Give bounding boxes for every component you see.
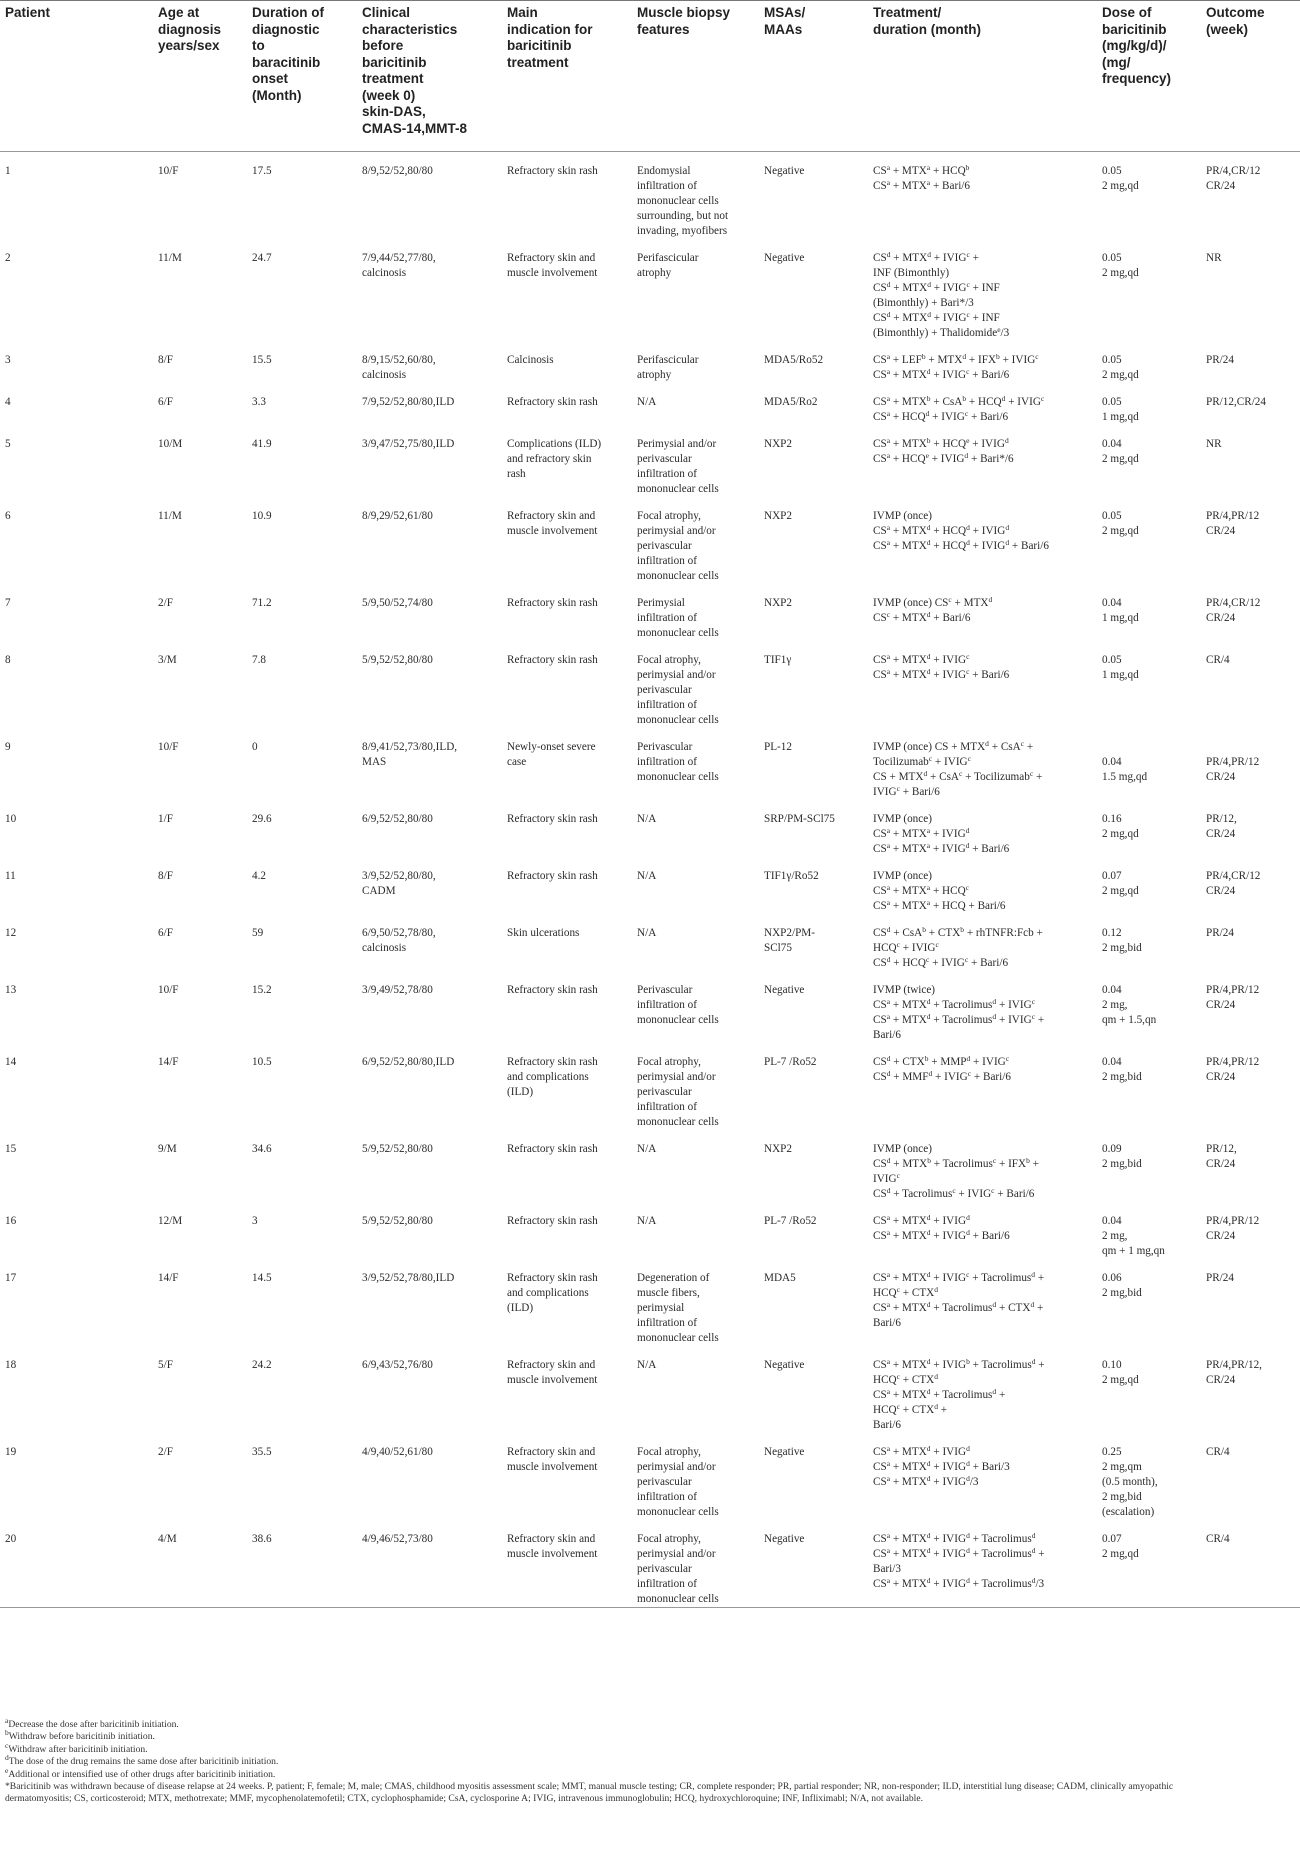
column-header-outcome: Outcome (week) [1206,5,1265,37]
cell-msas-maas: Negative [764,1446,805,1458]
cell-clinical-characteristics: 7/9,52/52,80/80,ILD [362,396,455,408]
cell-main-indication: Refractory skin rash [507,870,598,882]
cell-dose: 0.16 2 mg,qd [1102,813,1139,840]
cell-age-sex: 10/F [158,984,179,996]
cell-msas-maas: MDA5/Ro2 [764,396,818,408]
table-row [0,641,1300,728]
cell-age-sex: 5/F [158,1359,173,1371]
cell-treatment: $CS^a + MTX^d$ + $IVIG^d$ $CS^a + MTX^d$ + $IVIG^d$ + Bari/3 $CS^a + MTX^d$ + $IVIG^d/3$ [873,1444,1010,1488]
cell-msas-maas: NXP2 [764,1143,792,1155]
cell-treatment: $CS^a + MTX^d$ + $IVIG^c$ $CS^a + MTX^d$ + $IVIG^c$ + Bari/6 [873,652,1010,681]
cell-duration: 14.5 [252,1272,272,1284]
cell-outcome: PR/4,PR/12 CR/24 [1206,756,1260,783]
table-row [0,728,1300,800]
cell-main-indication: Refractory skin rash and complications (ILD) [507,1056,598,1098]
cell-dose: 0.10 2 mg,qd [1102,1359,1139,1386]
cell-outcome: PR/4,CR/12 CR/24 [1206,597,1261,624]
cell-outcome: CR/4 [1206,1533,1230,1545]
cell-age-sex: 2/F [158,1446,173,1458]
cell-outcome: PR/4,CR/12 CR/24 [1206,870,1261,897]
cell-treatment: $CS^a + MTX^d$ + $IVIG^d$ $CS^a + MTX^d$ + $IVIG^d$ + Bari/6 [873,1213,1010,1242]
cell-msas-maas: SRP/PM-SCl75 [764,813,835,825]
cell-muscle-biopsy: N/A [637,1215,657,1227]
cell-outcome: CR/4 [1206,1446,1230,1458]
column-header-dose: Dose of baricitinib (mg/kg/d)/ (mg/ frequency) [1102,5,1172,86]
column-header-duration: Duration of diagnostic to baracitinib onset (Month) [252,5,324,103]
cell-age-sex: 8/F [158,354,173,366]
cell-msas-maas: NXP2/PM- SCl75 [764,927,815,954]
cell-age-sex: 10/M [158,438,183,450]
table-row [0,1202,1300,1259]
cell-clinical-characteristics: 3/9,47/52,75/80,ILD [362,438,455,450]
cell-outcome: PR/4,PR/12 CR/24 [1206,1215,1260,1242]
cell-outcome: PR/12, CR/24 [1206,813,1237,840]
cell-duration: 38.6 [252,1533,272,1545]
cell-muscle-biopsy: N/A [637,870,657,882]
cell-msas-maas: Negative [764,984,805,996]
cell-clinical-characteristics: 3/9,49/52,78/80 [362,984,433,996]
table-row [0,857,1300,914]
table-row [0,239,1300,341]
footnote: $^a$Decrease the dose after baricitinib initiation. [5,1716,179,1730]
cell-patient: 5 [5,438,11,450]
cell-msas-maas: Negative [764,165,805,177]
cell-clinical-characteristics: 5/9,50/52,74/80 [362,597,433,609]
cell-duration: 15.5 [252,354,272,366]
cell-age-sex: 4/M [158,1533,177,1545]
cell-clinical-characteristics: 6/9,52/52,80/80 [362,813,433,825]
table-body [0,152,1300,1608]
table-row [0,1346,1300,1433]
cell-msas-maas: PL-7 /Ro52 [764,1056,817,1068]
cell-clinical-characteristics: 8/9,41/52,73/80,ILD, MAS [362,741,458,768]
cell-clinical-characteristics: 6/9,50/52,78/80, calcinosis [362,927,436,954]
cell-treatment: $CS^d + MTX^d$ + $IVIG^c$ + INF (Bimonthly) $CS^d + MTX^d$ + $IVIG^c$ + INF (Bimonthly) + Bari*/3 $CS^d + MTX^d$ + $IVIG^c$ + INF (Bimonthly) + Thalidomide$^e$/3 [873,250,1010,339]
cell-muscle-biopsy: Perimysial infiltration of mononuclear cells [637,597,719,639]
cell-treatment: $CS^a + MTX^b + HCQ^e$ + $IVIG^d$ $CS^a + HCQ^e$ + $IVIG^d$ + Bari*/6 [873,436,1014,465]
cell-dose: 0.04 2 mg, qm + 1 mg,qn [1102,1215,1165,1257]
cell-msas-maas: NXP2 [764,438,792,450]
cell-dose: 0.05 2 mg,qd [1102,165,1139,192]
table-row [0,584,1300,641]
table-row [0,497,1300,584]
cell-patient: 2 [5,252,11,264]
cell-muscle-biopsy: Perifascicular atrophy [637,252,699,279]
cell-outcome: PR/24 [1206,354,1234,366]
cell-msas-maas: Negative [764,252,805,264]
cell-dose: 0.05 1 mg,qd [1102,654,1139,681]
cell-main-indication: Complications (ILD) and refractory skin rash [507,438,602,480]
cell-clinical-characteristics: 8/9,15/52,60/80, calcinosis [362,354,436,381]
cell-clinical-characteristics: 3/9,52/52,78/80,ILD [362,1272,455,1284]
cell-muscle-biopsy: Focal atrophy, perimysial and/or perivascular infiltration of mononuclear cells [637,1446,719,1518]
column-header-patient: Patient [5,5,51,20]
cell-main-indication: Refractory skin rash [507,165,598,177]
cell-outcome: PR/4,CR/12 CR/24 [1206,165,1261,192]
cell-age-sex: 6/F [158,396,173,408]
cell-clinical-characteristics: 6/9,43/52,76/80 [362,1359,433,1371]
cell-dose: 0.07 2 mg,qd [1102,1533,1139,1560]
cell-clinical-characteristics: 8/9,52/52,80/80 [362,165,433,177]
cell-age-sex: 8/F [158,870,173,882]
cell-main-indication: Refractory skin rash [507,1215,598,1227]
cell-clinical-characteristics: 7/9,44/52,77/80, calcinosis [362,252,436,279]
cell-age-sex: 10/F [158,165,179,177]
table-row [0,341,1300,383]
cell-main-indication: Refractory skin and muscle involvement [507,1533,598,1560]
cell-outcome: PR/24 [1206,927,1234,939]
cell-duration: 35.5 [252,1446,272,1458]
cell-duration: 34.6 [252,1143,272,1155]
cell-age-sex: 6/F [158,927,173,939]
footnote: $^c$Withdraw after baricitinib initiation. [5,1740,148,1755]
cell-outcome: PR/4,PR/12, CR/24 [1206,1359,1262,1386]
cell-dose: 0.12 2 mg,bid [1102,927,1142,954]
cell-muscle-biopsy: Focal atrophy, perimysial and/or perivascular infiltration of mononuclear cells [637,1056,719,1128]
cell-muscle-biopsy: N/A [637,1143,657,1155]
cell-patient: 20 [5,1533,17,1545]
cell-muscle-biopsy: Degeneration of muscle fibers, perimysial infiltration of mononuclear cells [637,1272,719,1344]
cell-treatment: $CS^d + CsA^b + CTX^b$ + rhTNFR:Fcb + $HCQ^c$ + $IVIG^c$ $CS^d + HCQ^c$ + $IVIG^c$ + Bari/6 [873,925,1043,969]
cell-msas-maas: PL-12 [764,741,792,753]
cell-patient: 11 [5,870,16,882]
cell-patient: 9 [5,741,11,753]
cell-patient: 7 [5,597,11,609]
cell-muscle-biopsy: Perivascular infiltration of mononuclear cells [637,984,719,1026]
column-header-treatment: Treatment/ duration (month) [873,5,981,37]
cell-main-indication: Refractory skin rash and complications (ILD) [507,1272,598,1314]
table-row [0,914,1300,971]
cell-clinical-characteristics: 4/9,40/52,61/80 [362,1446,433,1458]
cell-main-indication: Refractory skin rash [507,984,598,996]
cell-age-sex: 14/F [158,1272,179,1284]
cell-dose: 0.06 2 mg,bid [1102,1272,1142,1299]
cell-muscle-biopsy: Focal atrophy, perimysial and/or perivascular infiltration of mononuclear cells [637,654,719,726]
cell-main-indication: Refractory skin rash [507,597,598,609]
cell-clinical-characteristics: 5/9,52/52,80/80 [362,1215,433,1227]
cell-dose: 0.05 2 mg,qd [1102,354,1139,381]
table-row [0,425,1300,497]
cell-muscle-biopsy: Perimysial and/or perivascular infiltration of mononuclear cells [637,438,719,495]
cell-outcome: PR/12,CR/24 [1206,396,1266,408]
cell-outcome: PR/4,PR/12 CR/24 [1206,1056,1260,1083]
cell-main-indication: Refractory skin rash [507,813,598,825]
cell-duration: 41.9 [252,438,272,450]
column-header-main-indication: Main indication for baricitinib treatment [507,5,593,70]
footnote: $^e$Additional or intensified use of other drugs after baricitinib initiation. [5,1765,276,1780]
table-row [0,152,1300,240]
cell-main-indication: Skin ulcerations [507,927,580,939]
cell-outcome: NR [1206,252,1222,264]
cell-duration: 24.2 [252,1359,272,1371]
cell-muscle-biopsy: Focal atrophy, perimysial and/or perivascular infiltration of mononuclear cells [637,510,719,582]
cell-muscle-biopsy: Endomysial infiltration of mononuclear cells surrounding, but not invading, myofibers [637,165,729,237]
cell-dose: 0.04 1.5 mg,qd [1102,756,1148,783]
cell-duration: 29.6 [252,813,272,825]
cell-patient: 17 [5,1272,17,1284]
cell-clinical-characteristics: 8/9,29/52,61/80 [362,510,433,522]
cell-clinical-characteristics: 5/9,52/52,80/80 [362,654,433,666]
cell-age-sex: 11/M [158,510,182,522]
table-row [0,800,1300,857]
cell-dose: 0.05 2 mg,qd [1102,510,1139,537]
cell-treatment: IVMP (once) $CS^d + MTX^b$ + Tacrolimus$^c$ + $IFX^b$ + $IVIG^c$ $CS^d$ + Tacrolimus$^c$ + $IVIG^c$ + Bari/6 [873,1143,1039,1200]
cell-main-indication: Refractory skin rash [507,654,598,666]
cell-patient: 8 [5,654,11,666]
cell-outcome: NR [1206,438,1222,450]
column-header-msas-maas: MSAs/ MAAs [764,5,806,37]
table-row [0,383,1300,425]
cell-duration: 17.5 [252,165,272,177]
cell-duration: 71.2 [252,597,272,609]
table-row [0,1520,1300,1608]
table-row [0,1130,1300,1202]
cell-duration: 59 [252,927,264,939]
cell-patient: 4 [5,396,11,408]
table-header-row [0,1,1300,152]
footnote: $^b$Withdraw before baricitinib initiation. [5,1728,155,1743]
cell-dose: 0.25 2 mg,qm (0.5 month), 2 mg,bid (escalation) [1102,1446,1158,1518]
cell-dose: 0.04 2 mg,bid [1102,1056,1142,1083]
cell-treatment: IVMP (once) $CS^a + MTX^a + HCQ^c$ $CS^a + MTX^a$ + HCQ + Bari/6 [873,870,1006,912]
cell-muscle-biopsy: N/A [637,396,657,408]
cell-msas-maas: NXP2 [764,510,792,522]
cell-patient: 3 [5,354,11,366]
cell-age-sex: 11/M [158,252,182,264]
cell-dose: 0.05 2 mg,qd [1102,252,1139,279]
cell-msas-maas: Negative [764,1359,805,1371]
table-row [0,1433,1300,1520]
cell-age-sex: 3/M [158,654,177,666]
table-row [0,971,1300,1043]
cell-duration: 7.8 [252,654,266,666]
cell-dose: 0.04 2 mg,qd [1102,438,1139,465]
cell-patient: 18 [5,1359,17,1371]
cell-main-indication: Refractory skin and muscle involvement [507,1446,598,1473]
cell-age-sex: 14/F [158,1056,179,1068]
cell-treatment: $CS^a + MTX^d$ + $IVIG^c$ + Tacrolimus$^d$ + $HCQ^c + CTX^d$ $CS^a + MTX^d$ + Tacrolimus$^d$ + $CTX^d$ + Bari/6 [873,1270,1045,1329]
cell-main-indication: Refractory skin and muscle involvement [507,1359,598,1386]
cell-dose: 0.04 1 mg,qd [1102,597,1139,624]
cell-treatment: IVMP (once) $CS^a + MTX^a$ + $IVIG^d$ $CS^a + MTX^a$ + $IVIG^d$ + Bari/6 [873,813,1010,855]
cell-main-indication: Refractory skin and muscle involvement [507,510,598,537]
cell-age-sex: 12/M [158,1215,183,1227]
cell-outcome: PR/12, CR/24 [1206,1143,1237,1170]
cell-age-sex: 1/F [158,813,173,825]
cell-treatment: IVMP (once) $CS^c + MTX^d$ $CS^c + MTX^d$ + Bari/6 [873,595,993,624]
cell-patient: 13 [5,984,17,996]
column-header-age-sex: Age at diagnosis years/sex [158,5,222,53]
cell-duration: 24.7 [252,252,272,264]
cell-dose: 0.05 1 mg,qd [1102,396,1139,423]
cell-muscle-biopsy: N/A [637,813,657,825]
footnote: $^d$The dose of the drug remains the same dose after baricitinib initiation. [5,1753,279,1768]
cell-patient: 19 [5,1446,17,1458]
cell-age-sex: 9/M [158,1143,177,1155]
cell-patient: 15 [5,1143,17,1155]
column-header-clinical-characteristics: Clinical characteristics before baricitinib treatment (week 0) skin-DAS, CMAS-14,MMT-8 [362,5,468,136]
cell-outcome: PR/24 [1206,1272,1234,1284]
cell-msas-maas: MDA5/Ro52 [764,354,824,366]
cell-treatment: $CS^a + MTX^b + CsA^b + HCQ^d$ + $IVIG^c$ $CS^a + HCQ^d$ + $IVIG^c$ + Bari/6 [873,394,1045,423]
cell-patient: 14 [5,1056,17,1068]
cell-clinical-characteristics: 4/9,46/52,73/80 [362,1533,433,1545]
cell-outcome: PR/4,PR/12 CR/24 [1206,510,1260,537]
cell-duration: 0 [252,741,258,753]
cell-msas-maas: Negative [764,1533,805,1545]
cell-outcome: PR/4,PR/12 CR/24 [1206,984,1260,1011]
cell-msas-maas: MDA5 [764,1272,796,1284]
cell-muscle-biopsy: N/A [637,927,657,939]
cell-duration: 4.2 [252,870,266,882]
cell-treatment: $CS^a + LEF^b + MTX^d + IFX^b$ + $IVIG^c$ $CS^a + MTX^d$ + $IVIG^c$ + Bari/6 [873,352,1039,381]
table-row [0,1043,1300,1130]
cell-patient: 12 [5,927,17,939]
column-header-muscle-biopsy: Muscle biopsy features [637,5,731,37]
cell-clinical-characteristics: 6/9,52/52,80/80,ILD [362,1056,455,1068]
footnote: *Baricitinib was withdrawn because of disease relapse at 24 weeks. P, patient; F, female; M, male; CMAS, childhood myositis assessment scale; MMT, manual muscle testing; CR, complete responder; PR, partial responder; NR, non-responder; ILD, interstitial lung disease; CADM, clinically amyopathic dermatomyositis; CS, corticosteroid; MTX, methotrexate; MMF, mycophenolatemofetil; CTX, cyclophosphamide; CsA, cyclosporine A; IVIG, intravenous immunoglobulin; HCQ, hydroxychloroquine; INF, Infliximabl; N/A, not available. [5,1781,1174,1805]
cell-duration: 3.3 [252,396,266,408]
cell-main-indication: Refractory skin rash [507,396,598,408]
cell-treatment: IVMP (once) $CS^a + MTX^d + HCQ^d$ + $IVIG^d$ $CS^a + MTX^d + HCQ^d$ + $IVIG^d$ + Bari/6 [873,510,1049,552]
cell-treatment: IVMP (once) CS + $MTX^d + CsA^c$ + Tocilizumab$^c$ + $IVIG^c$ CS + $MTX^d + CsA^c$ + Tocilizumab$^c$ + $IVIG^c$ + Bari/6 [873,739,1043,798]
cell-patient: 16 [5,1215,17,1227]
cell-dose: 0.07 2 mg,qd [1102,870,1139,897]
cell-msas-maas: TIF1γ [764,654,792,666]
cell-patient: 1 [5,165,11,177]
cell-patient: 10 [5,813,17,825]
cell-main-indication: Refractory skin and muscle involvement [507,252,598,279]
cell-age-sex: 10/F [158,741,179,753]
cell-msas-maas: NXP2 [764,597,792,609]
cell-muscle-biopsy: Perivascular infiltration of mononuclear cells [637,741,719,783]
cell-treatment: IVMP (twice) $CS^a + MTX^d$ + Tacrolimus$^d$ + $IVIG^c$ $CS^a + MTX^d$ + Tacrolimus$^d$ + $IVIG^c$ + Bari/6 [873,984,1045,1041]
cell-dose: 0.09 2 mg,bid [1102,1143,1142,1170]
cell-msas-maas: PL-7 /Ro52 [764,1215,817,1227]
cell-msas-maas: TIF1γ/Ro52 [764,870,819,882]
cell-treatment: $CS^d + CTX^b + MMP^d$ + $IVIG^c$ $CS^d + MMF^d$ + $IVIG^c$ + Bari/6 [873,1054,1011,1083]
cell-clinical-characteristics: 3/9,52/52,80/80, CADM [362,870,436,897]
table-footnotes [5,1716,1195,1806]
cell-age-sex: 2/F [158,597,173,609]
cell-duration: 15.2 [252,984,272,996]
cell-patient: 6 [5,510,11,522]
cell-duration: 10.9 [252,510,272,522]
cell-main-indication: Newly-onset severe case [507,741,596,768]
cell-duration: 10.5 [252,1056,272,1068]
cell-main-indication: Calcinosis [507,354,554,366]
cell-treatment: $CS^a + MTX^a + HCQ^b$ $CS^a + MTX^a$ + Bari/6 [873,163,971,192]
cell-outcome: CR/4 [1206,654,1230,666]
table-row [0,1259,1300,1346]
cell-main-indication: Refractory skin rash [507,1143,598,1155]
cell-muscle-biopsy: N/A [637,1359,657,1371]
cell-muscle-biopsy: Focal atrophy, perimysial and/or perivascular infiltration of mononuclear cells [637,1533,719,1605]
cell-treatment: $CS^a + MTX^d$ + $IVIG^d$ + Tacrolimus$^d$ $CS^a + MTX^d$ + $IVIG^d$ + Tacrolimus$^d$ + Bari/3 $CS^a + MTX^d$ + $IVIG^d$ + Tacrolimus$^d$/3 [873,1531,1045,1590]
cell-dose: 0.04 2 mg, qm + 1.5,qn [1102,984,1157,1026]
cell-clinical-characteristics: 5/9,52/52,80/80 [362,1143,433,1155]
cell-treatment: $CS^a + MTX^d$ + $IVIG^b$ + Tacrolimus$^d$ + $HCQ^c + CTX^d$ $CS^a + MTX^d$ + Tacrolimus$^d$ + $HCQ^c + CTX^d$ + Bari/6 [873,1357,1045,1431]
cell-duration: 3 [252,1215,258,1227]
cell-muscle-biopsy: Perifascicular atrophy [637,354,699,381]
